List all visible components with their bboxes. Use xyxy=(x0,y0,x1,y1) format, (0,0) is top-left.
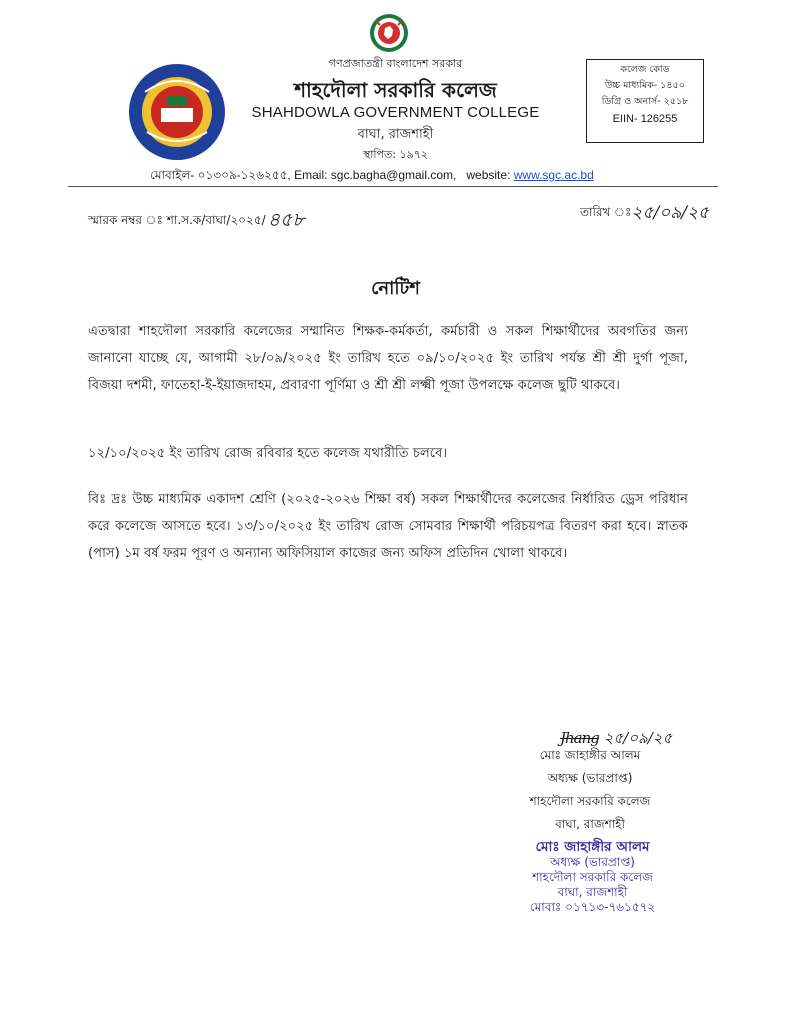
seal-location: বাঘা, রাজশাহী xyxy=(557,885,628,899)
notice-paragraph-note: বিঃ দ্রঃ উচ্চ মাধ্যমিক একাদশ শ্রেণি (২০২৫-২০২৬ শিক্ষা বর্ষ) সকল শিক্ষার্থীদের কলেজের নির্ধারিত ড্রেস পরিধান করে কলেজে আসতে হবে। ১৩/১০/২০২৫ ইং তারিখ রোজ সোমবার শিক্ষার্থী পরিচয়পত্র বিতরণ করা হবে। স্নাতক (পাস) ১ম বর্ষ ফরম পূরণ ও অন্যান্য অফিসিয়াল কাজের জন্য অফিস প্রতিদিন খোলা থাকবে। xyxy=(88,492,688,561)
college-code-box xyxy=(586,59,704,143)
signature-date: ২৫/০৯/২৫ xyxy=(603,729,673,747)
website-label: website: xyxy=(466,168,511,182)
seal-institution: শাহদৌলা সরকারি কলেজ xyxy=(532,870,653,884)
signatory-location: বাঘা, রাজশাহী xyxy=(555,817,625,831)
official-seal xyxy=(515,840,670,915)
signatory-name: মোঃ জাহাঙ্গীর আলম xyxy=(539,748,641,762)
college-name-bengali: শাহদৌলা সরকারি কলেজ xyxy=(294,78,497,102)
contact-line xyxy=(150,167,594,187)
notice-date xyxy=(580,198,709,226)
signature-scribble: Jhang xyxy=(560,729,599,747)
memo-number xyxy=(88,204,305,236)
signatory-institution: শাহদৌলা সরকারি কলেজ xyxy=(529,794,651,808)
code-box-title: কলেজ কোড xyxy=(620,64,670,75)
date-label: তারিখ ঃ xyxy=(580,205,632,219)
established-year: স্থাপিত: ১৯৭২ xyxy=(362,148,429,161)
seal-name: মোঃ জাহাঙ্গীর আলম xyxy=(535,839,650,855)
seal-designation: অধ্যক্ষ (ভারপ্রাপ্ত) xyxy=(550,855,635,869)
hsc-code: উচ্চ মাধ্যমিক- ১৪৫০ xyxy=(605,80,685,91)
signature-block xyxy=(510,744,670,836)
college-name-english: SHAHDOWLA GOVERNMENT COLLEGE xyxy=(251,104,540,121)
government-emblem-icon xyxy=(368,12,410,54)
notice-paragraph-holiday: এতদ্বারা শাহদৌলা সরকারি কলেজের সম্মানিত শিক্ষক-কর্মকর্তা, কর্মচারী ও সকল শিক্ষার্থীদের অবগতির জন্য জানানো যাচ্ছে যে, আগামী ২৮/০৯/২০২৫ ইং তারিখ হতে ০৯/১০/২০২৫ ইং তারিখ পর্যন্ত শ্রী শ্রী দুর্গা পূজা, বিজয়া দশমী, ফাতেহা-ই-ইয়াজদাহম, প্রবারণা পূর্ণিমা ও শ্রী শ্রী লক্ষ্মী পূজা উপলক্ষে কলেজ ছুটি থাকবে। xyxy=(88,324,688,393)
degree-code: ডিগ্রি ও অনার্স- ২৫১৮ xyxy=(601,96,689,107)
seal-phone: মোবাঃ ০১৭১৩-৭৬১৫৭২ xyxy=(529,900,656,914)
eiin-code: EIIN- 126255 xyxy=(612,113,678,125)
date-handwritten: ২৫/০৯/২৫ xyxy=(631,203,710,223)
memo-label: স্মারক নম্বর ঃ শা.স.ক/বাঘা/২০২৫/ xyxy=(88,213,266,227)
college-location: বাঘা, রাজশাহী xyxy=(357,127,434,142)
notice-paragraph-reopen: ১২/১০/২০২৫ ইং তারিখ রোজ রবিবার হতে কলেজ যথারীতি চলবে। xyxy=(88,446,448,461)
mobile-number: মোবাইল- ০১৩০৯-১২৬২৫৫, xyxy=(150,168,291,182)
government-line: গণপ্রজাতন্ত্রী বাংলাদেশ সরকার xyxy=(328,57,463,70)
notice-title: নোটিশ xyxy=(371,278,420,299)
memo-handwritten-number: ৪৫৮ xyxy=(267,209,305,231)
email-address: Email: sgc.bagha@gmail.com, xyxy=(294,168,457,182)
website-link[interactable]: www.sgc.ac.bd xyxy=(513,168,594,182)
signatory-designation: অধ্যক্ষ (ভারপ্রাপ্ত) xyxy=(547,771,633,785)
header-divider xyxy=(68,186,718,187)
